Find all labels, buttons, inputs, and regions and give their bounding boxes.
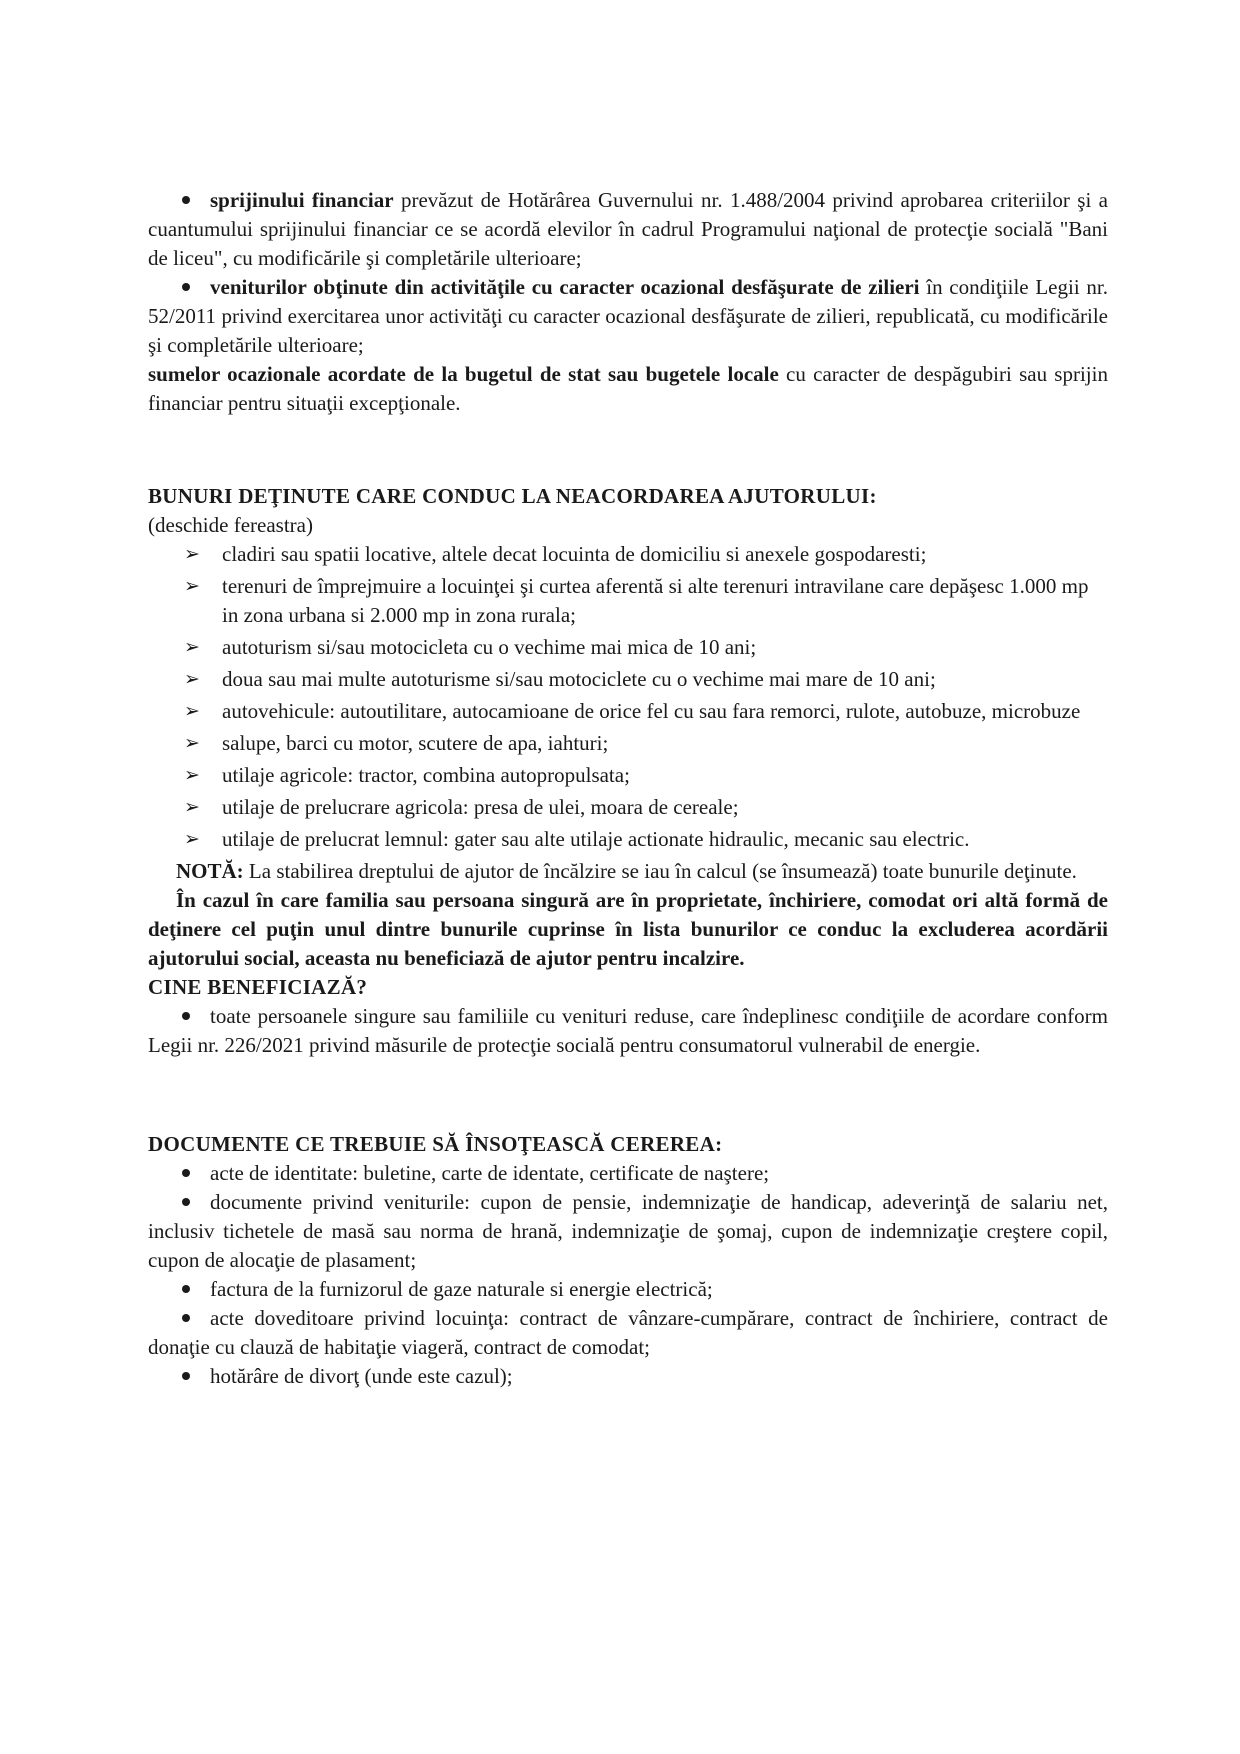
section-subtitle: (deschide fereastra): [148, 513, 313, 537]
section-beneficiaza: [148, 973, 1108, 1060]
arrow-bullet-icon: ➢: [184, 828, 200, 850]
document-body: [148, 186, 1108, 1391]
list-item: ➢ salupe, barci cu motor, scutere de apa, iahturi;: [184, 729, 1108, 758]
list-item: veniturilor obţinute din activităţile cu caracter ocazional desfăşurate de zilieri în condiţiile Legii nr. 52/2011 privind exercitarea unor activităţi cu caracter ocazional desfăşurate de zilieri, republicată, cu modificările şi completările ulterioare;: [148, 275, 1108, 357]
list-item: ➢ autoturism si/sau motocicleta cu o vechime mai mica de 10 ani;: [184, 633, 1108, 662]
bullet-icon: [182, 196, 190, 204]
note-paragraph: NOTĂ: La stabilirea dreptului de ajutor de încălzire se iau în calcul (se însumează) toate bunurile deţinute.: [176, 859, 1077, 883]
list-item: ➢ utilaje agricole: tractor, combina autopropulsata;: [184, 761, 1108, 790]
list-item: ➢ utilaje de prelucrare agricola: presa de ulei, moara de cereale;: [184, 793, 1108, 822]
bullet-icon: [182, 1372, 190, 1380]
list-item: acte doveditoare privind locuinţa: contract de vânzare-cumpărare, contract de închiriere, contract de donaţie cu clauză de habitaţie viageră, contract de comodat;: [148, 1306, 1108, 1359]
note-label: NOTĂ:: [176, 859, 244, 883]
paragraph: sumelor ocazionale acordate de la bugetul de stat sau bugetele locale cu caracter de despăgubiri sau sprijin financiar pentru situaţii excepţionale.: [148, 362, 1108, 415]
bullet-icon: [182, 283, 190, 291]
list-item: toate persoanele singure sau familiile cu venituri reduse, care îndeplinesc condiţiile de acordare conform Legii nr. 226/2021 privind măsurile de protecţie socială pentru consumatorul vulnerabil de energie.: [148, 1004, 1108, 1057]
bunuri-list: [148, 540, 1108, 854]
section-heading: DOCUMENTE CE TREBUIE SĂ ÎNSOŢEASCĂ CEREREA:: [148, 1132, 723, 1156]
section-bunuri: [148, 482, 1108, 973]
arrow-bullet-icon: ➢: [184, 700, 200, 722]
list-item: hotărâre de divorţ (unde este cazul);: [148, 1362, 1108, 1391]
section-heading: BUNURI DEŢINUTE CARE CONDUC LA NEACORDAREA AJUTORULUI:: [148, 484, 877, 508]
bullet-icon: [182, 1314, 190, 1322]
arrow-bullet-icon: ➢: [184, 732, 200, 754]
list-item: ➢ autovehicule: autoutilitare, autocamioane de orice fel cu sau fara remorci, rulote, autobuze, microbuze: [184, 697, 1108, 726]
exclusion-paragraph: În cazul în care familia sau persoana singură are în proprietate, închiriere, comodat ori altă formă de deţinere cel puţin unul dintre bunurile cuprinse în lista bunurilor ce conduc la excluderea acordării ajutorului social, aceasta nu beneficiază de ajutor pentru incalzire.: [148, 888, 1108, 970]
list-item: documente privind veniturile: cupon de pensie, indemnizaţie de handicap, adeverinţă de salariu net, inclusiv tichetele de masă sau norma de hrană, indemnizaţie de şomaj, cupon de indemnizaţie creştere copil, cupon de alocaţie de plasament;: [148, 1190, 1108, 1272]
list-item: ➢ cladiri sau spatii locative, altele decat locuinta de domiciliu si anexele gospodaresti;: [184, 540, 1108, 569]
list-item: ➢ doua sau mai multe autoturisme si/sau motociclete cu o vechime mai mare de 10 ani;: [184, 665, 1108, 694]
list-item: acte de identitate: buletine, carte de identate, certificate de naştere;: [148, 1159, 1108, 1188]
arrow-bullet-icon: ➢: [184, 636, 200, 658]
section-documente: [148, 1130, 1108, 1391]
arrow-bullet-icon: ➢: [184, 575, 200, 597]
list-item: factura de la furnizorul de gaze naturale si energie electrică;: [148, 1275, 1108, 1304]
arrow-bullet-icon: ➢: [184, 543, 200, 565]
bullet-icon: [182, 1012, 190, 1020]
list-item: ➢ terenuri de împrejmuire a locuinţei şi curtea aferentă si alte terenuri intravilane care depăşesc 1.000 mp in zona urbana si 2.000 mp in zona rurala;: [184, 574, 1089, 627]
bullet-icon: [182, 1285, 190, 1293]
arrow-bullet-icon: ➢: [184, 796, 200, 818]
arrow-bullet-icon: ➢: [184, 764, 200, 786]
list-item: ➢ utilaje de prelucrat lemnul: gater sau alte utilaje actionate hidraulic, mecanic sau electric.: [184, 825, 1108, 854]
section-heading: CINE BENEFICIAZĂ?: [148, 975, 368, 999]
bullet-icon: [182, 1169, 190, 1177]
list-item: sprijinului financiar prevăzut de Hotărârea Guvernului nr. 1.488/2004 privind aprobarea criteriilor şi a cuantumului sprijinului financiar ce se acordă elevilor în cadrul Programului naţional de protecţie socială "Bani de liceu", cu modificările şi completările ulterioare;: [148, 188, 1108, 270]
bullet-icon: [182, 1198, 190, 1206]
arrow-bullet-icon: ➢: [184, 668, 200, 690]
